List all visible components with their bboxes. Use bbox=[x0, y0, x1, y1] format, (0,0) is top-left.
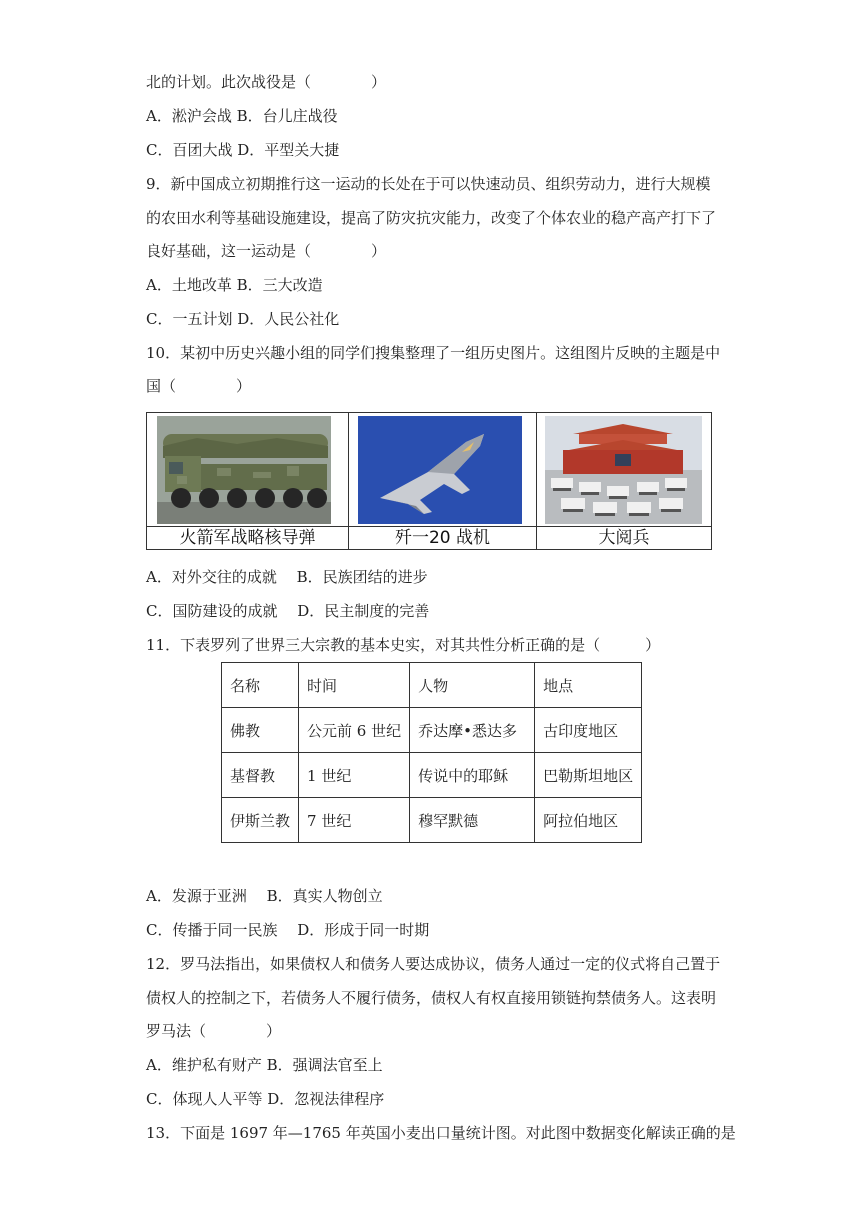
question-8-options-ab: A．淞沪会战 B．台儿庄战役 bbox=[146, 107, 338, 125]
question-12-options-cd: C．体现人人平等 D．忽视法律程序 bbox=[146, 1090, 385, 1108]
caption-fighter: 歼一20 战机 bbox=[394, 528, 491, 548]
question-11-stem: 11．下表罗列了世界三大宗教的基本史实，对其共性分析正确的是（ ） bbox=[146, 636, 661, 654]
table-cell: 乔达摩•悉达多 bbox=[410, 708, 535, 753]
fighter-jet-photo bbox=[358, 416, 522, 524]
table-cell: 穆罕默德 bbox=[410, 798, 535, 843]
table-header-cell: 人物 bbox=[410, 663, 535, 708]
table-cell: 公元前 6 世纪 bbox=[299, 708, 410, 753]
religions-table bbox=[221, 662, 642, 843]
caption-missile: 火箭军战略核导弹 bbox=[179, 528, 316, 548]
question-11-options-ab: A．发源于亚洲 B．真实人物创立 bbox=[146, 887, 383, 905]
question-8-options-cd: C．百团大战 D．平型关大捷 bbox=[146, 141, 340, 159]
question-10-stem-line-2: 国（ ） bbox=[146, 377, 252, 395]
table-cell: 传说中的耶稣 bbox=[410, 753, 535, 798]
question-10-stem-line-1: 10．某初中历史兴趣小组的同学们搜集整理了一组历史图片。这组图片反映的主题是中 bbox=[146, 344, 721, 362]
table-cell: 伊斯兰教 bbox=[222, 798, 299, 843]
question-9-options-cd: C．一五计划 D．人民公社化 bbox=[146, 310, 340, 328]
table-row bbox=[222, 798, 642, 843]
table-header-row bbox=[222, 663, 642, 708]
question-12-stem-line-3: 罗马法（ ） bbox=[146, 1022, 282, 1040]
question-9-stem-line-1: 9．新中国成立初期推行这一运动的长处在于可以快速动员、组织劳动力，进行大规模 bbox=[146, 175, 711, 193]
table-cell: 基督教 bbox=[222, 753, 299, 798]
question-12-stem-line-1: 12．罗马法指出，如果债权人和债务人要达成协议，债务人通过一定的仪式将自己置于 bbox=[146, 955, 721, 973]
parade-photo bbox=[545, 416, 702, 524]
caption-parade: 大阅兵 bbox=[598, 528, 650, 548]
question-10-options-ab: A．对外交往的成就 B．民族团结的进步 bbox=[146, 568, 428, 586]
table-cell: 阿拉伯地区 bbox=[535, 798, 642, 843]
table-cell: 1 世纪 bbox=[299, 753, 410, 798]
table-row bbox=[222, 708, 642, 753]
history-image-strip bbox=[146, 412, 712, 550]
table-header-cell: 时间 bbox=[299, 663, 410, 708]
image-cell-missile bbox=[147, 413, 349, 549]
image-cell-parade bbox=[537, 413, 711, 549]
image-cell-fighter bbox=[349, 413, 537, 549]
table-header-cell: 地点 bbox=[535, 663, 642, 708]
table-cell: 佛教 bbox=[222, 708, 299, 753]
table-header-cell: 名称 bbox=[222, 663, 299, 708]
table-cell: 7 世纪 bbox=[299, 798, 410, 843]
question-12-stem-line-2: 债权人的控制之下，若债务人不履行债务，债权人有权直接用锁链拘禁债务人。这表明 bbox=[146, 989, 717, 1007]
missile-photo bbox=[157, 416, 331, 524]
table-cell: 古印度地区 bbox=[535, 708, 642, 753]
question-12-options-ab: A．维护私有财产 B．强调法官至上 bbox=[146, 1056, 383, 1074]
question-9-stem-line-3: 良好基础，这一运动是（ ） bbox=[146, 242, 387, 260]
table-row bbox=[222, 753, 642, 798]
question-8-stem-tail: 北的计划。此次战役是（ ） bbox=[146, 73, 387, 91]
table-cell: 巴勒斯坦地区 bbox=[535, 753, 642, 798]
question-10-options-cd: C．国防建设的成就 D．民主制度的完善 bbox=[146, 602, 430, 620]
question-11-options-cd: C．传播于同一民族 D．形成于同一时期 bbox=[146, 921, 430, 939]
question-9-options-ab: A．土地改革 B．三大改造 bbox=[146, 276, 323, 294]
question-13-stem: 13．下面是 1697 年—1765 年英国小麦出口量统计图。对此图中数据变化解读正确的是 bbox=[146, 1124, 736, 1142]
question-9-stem-line-2: 的农田水利等基础设施建设，提高了防灾抗灾能力，改变了个体农业的稳产高产打下了 bbox=[146, 209, 717, 227]
